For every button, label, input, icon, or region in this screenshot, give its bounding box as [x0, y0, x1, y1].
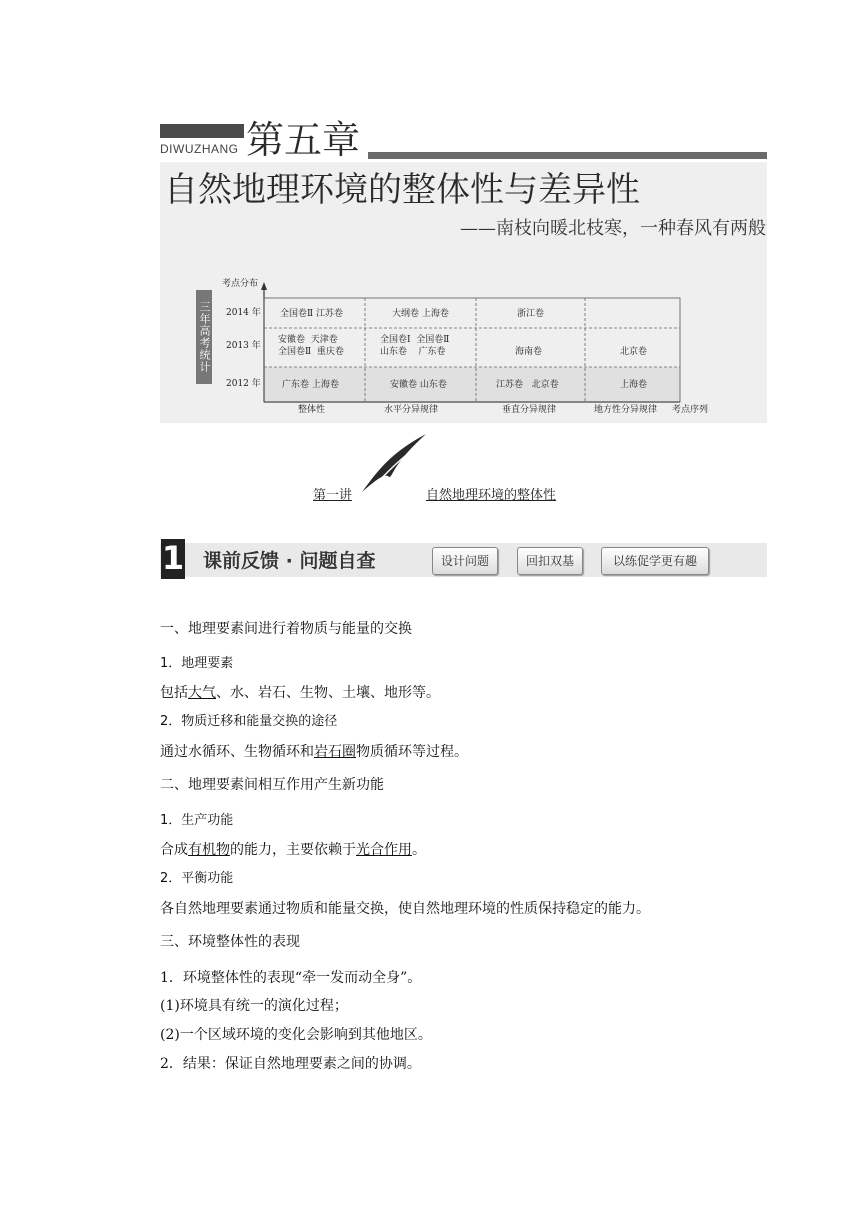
col-label-difang: 地方性分异规律	[594, 405, 658, 415]
swoosh-icon	[360, 432, 430, 496]
cell-2013-zhengti: 安徽卷 天津卷 全国卷Ⅱ 重庆卷	[278, 335, 344, 357]
cell-2014-shuiping: 大纲卷 上海卷	[392, 309, 449, 319]
section-title: 课前反馈 · 问题自查	[203, 550, 376, 572]
year-label-2013: 2013 年	[226, 341, 261, 351]
practice-fun-button[interactable]: 以练促学更有趣	[601, 547, 709, 575]
cell-2014-zhengti: 全国卷Ⅱ 江苏卷	[280, 309, 343, 319]
subheading-3: 1．生产功能	[160, 813, 234, 828]
cell-2012-shuiping: 安徽卷 山东卷	[390, 380, 447, 390]
section-number: 1	[161, 539, 185, 577]
exam-distribution-chart	[160, 270, 767, 420]
design-question-button[interactable]: 设计问题	[432, 547, 498, 575]
paragraph-3	[160, 840, 426, 860]
x-axis-title: 考点序列	[672, 405, 709, 415]
chapter-number: 第五章	[246, 118, 361, 162]
stats-label: 三年高考统计	[196, 290, 212, 384]
lecture-number: 第一讲	[313, 488, 353, 503]
paragraph-4: 各自然地理要素通过物质和能量交换，使自然地理环境的性质保持稳定的能力。	[160, 901, 650, 917]
cell-2013-difang: 北京卷	[620, 347, 648, 357]
heading-2: 二、地理要素间相互作用产生新功能	[160, 777, 384, 793]
y-axis-title: 考点分布	[222, 279, 259, 289]
subheading-1: 1．地理要素	[160, 656, 234, 671]
lecture-title: 自然地理环境的整体性	[426, 488, 557, 503]
p2-blank: 岩石圈	[314, 744, 356, 760]
review-basics-button[interactable]: 回扣双基	[517, 547, 583, 575]
p3-text-a: 合成	[160, 842, 188, 858]
p2-text-a: 通过水循环、生物循环和	[160, 744, 314, 760]
subheading-4: 2．平衡功能	[160, 871, 234, 886]
heading-1: 一、地理要素间进行着物质与能量的交换	[160, 621, 412, 637]
paragraph-8: 2．结果：保证自然地理要素之间的协调。	[160, 1056, 421, 1072]
cell-2012-chuizhi: 江苏卷 北京卷	[496, 380, 559, 390]
paragraph-6: (1)环境具有统一的演化过程；	[160, 998, 348, 1014]
chapter-pinyin: DIWUZHANG	[160, 142, 239, 156]
col-label-shuiping: 水平分异规律	[384, 405, 439, 415]
col-label-zhengti: 整体性	[298, 405, 326, 415]
year-label-2012: 2012 年	[226, 379, 261, 389]
cell-2012-difang: 上海卷	[620, 380, 648, 390]
cell-2013-shuiping: 全国卷Ⅰ 全国卷Ⅱ 山东卷 广东卷	[380, 335, 450, 357]
p1-text-a: 包括	[160, 685, 188, 701]
year-label-2014: 2014 年	[226, 308, 261, 318]
p3-text-c: 。	[412, 842, 426, 858]
paragraph-2	[160, 742, 468, 762]
heading-3: 三、环境整体性的表现	[160, 934, 300, 950]
chapter-dark-bar	[160, 124, 244, 138]
p2-text-b: 物质循环等过程。	[356, 744, 468, 760]
y-axis-arrow	[261, 282, 267, 290]
p1-text-b: 、水、岩石、生物、土壤、地形等。	[216, 685, 440, 701]
chapter-title: 自然地理环境的整体性与差异性	[164, 170, 640, 210]
chapter-rule	[368, 152, 767, 159]
subheading-2: 2．物质迁移和能量交换的途径	[160, 714, 338, 729]
chapter-subtitle: ——南枝向暖北枝寒，一种春风有两般	[460, 218, 766, 239]
cell-2014-chuizhi: 浙江卷	[517, 309, 545, 319]
paragraph-1	[160, 683, 440, 703]
p1-blank: 大气	[188, 685, 216, 701]
col-label-chuizhi: 垂直分异规律	[502, 405, 557, 415]
p3-blank-1: 有机物	[188, 842, 230, 858]
cell-2013-chuizhi: 海南卷	[515, 347, 543, 357]
paragraph-7: (2)一个区域环境的变化会影响到其他地区。	[160, 1027, 432, 1043]
paragraph-5: 1．环境整体性的表现“牵一发而动全身”。	[160, 970, 422, 986]
cell-2012-zhengti: 广东卷 上海卷	[282, 380, 339, 390]
p3-text-b: 的能力，主要依赖于	[230, 842, 356, 858]
p3-blank-2: 光合作用	[356, 842, 412, 858]
